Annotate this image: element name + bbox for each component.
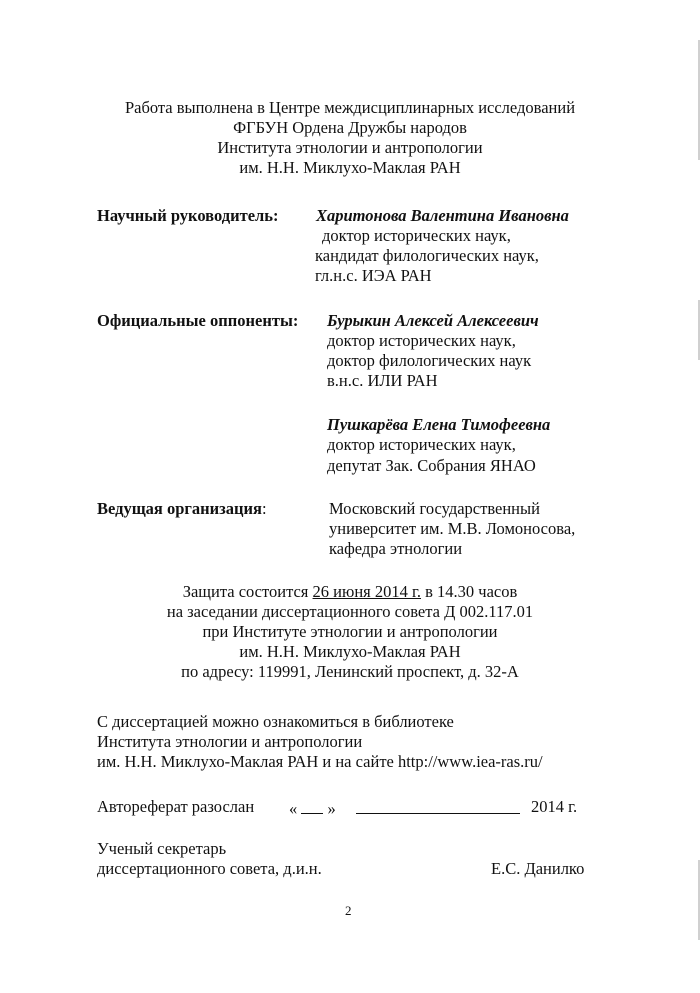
header-line: им. Н.Н. Миклухо-Маклая РАН bbox=[239, 158, 461, 177]
supervisor-detail: гл.н.с. ИЭА РАН bbox=[315, 266, 432, 285]
defense-date: 26 июня 2014 г. bbox=[312, 582, 422, 601]
defense-prefix: Защита состоится bbox=[182, 582, 313, 601]
lead-org-label: Ведущая организация bbox=[97, 499, 262, 518]
page-number: 2 bbox=[345, 903, 352, 918]
supervisor-detail: кандидат филологических наук, bbox=[315, 246, 539, 265]
supervisor-label: Научный руководитель: bbox=[97, 206, 279, 225]
lead-org-label-line bbox=[97, 499, 267, 519]
opponent-detail: в.н.с. ИЛИ РАН bbox=[327, 371, 438, 390]
header-line: Института этнологии и антропологии bbox=[217, 138, 483, 157]
defense-suffix: в 14.30 часов bbox=[421, 582, 518, 601]
defense-block bbox=[0, 582, 700, 682]
secretary-title: Ученый секретарь bbox=[97, 839, 227, 858]
opponent-detail: доктор исторических наук, bbox=[327, 435, 516, 454]
library-line: им. Н.Н. Миклухо-Маклая РАН и на сайте http://www.iea-ras.ru/ bbox=[97, 752, 543, 771]
supervisor-detail: доктор исторических наук, bbox=[322, 226, 511, 245]
mailing-label: Автореферат разослан bbox=[97, 797, 255, 816]
header-line: Работа выполнена в Центре междисциплинарных исследований bbox=[124, 98, 576, 117]
mailing-day-field bbox=[289, 797, 336, 819]
defense-line: на заседании диссертационного совета Д 002.117.01 bbox=[166, 602, 534, 621]
opponent-name: Бурыкин Алексей Алексеевич bbox=[327, 311, 539, 330]
defense-line: при Институте этнологии и антропологии bbox=[202, 622, 498, 641]
opponent-detail: доктор филологических наук bbox=[327, 351, 532, 370]
opponent-name: Пушкарёва Елена Тимофеевна bbox=[327, 415, 551, 434]
header-block bbox=[0, 98, 700, 178]
mailing-year: 2014 г. bbox=[531, 797, 578, 816]
library-line: С диссертацией можно ознакомиться в библиотеке bbox=[97, 712, 454, 731]
header-line: ФГБУН Ордена Дружбы народов bbox=[233, 118, 467, 137]
month-field bbox=[356, 797, 520, 819]
defense-line: по адресу: 119991, Ленинский проспект, д. 32-А bbox=[181, 662, 519, 681]
lead-org-line: кафедра этнологии bbox=[329, 539, 463, 558]
secretary-name: Е.С. Данилко bbox=[491, 859, 585, 878]
close-quote: » bbox=[327, 799, 336, 818]
defense-line: им. Н.Н. Миклухо-Маклая РАН bbox=[239, 642, 461, 661]
month-blank bbox=[356, 797, 520, 814]
lead-org-line: университет им. М.В. Ломоносова, bbox=[329, 519, 576, 538]
day-blank bbox=[301, 797, 323, 814]
opponent-detail: депутат Зак. Собрания ЯНАО bbox=[327, 456, 536, 475]
secretary-council: диссертационного совета, д.и.н. bbox=[97, 859, 322, 878]
supervisor-name: Харитонова Валентина Ивановна bbox=[316, 206, 569, 225]
lead-org-colon: : bbox=[261, 499, 267, 518]
opponent-detail: доктор исторических наук, bbox=[327, 331, 516, 350]
defense-line bbox=[0, 582, 700, 602]
library-line: Института этнологии и антропологии bbox=[97, 732, 363, 751]
opponents-label: Официальные оппоненты: bbox=[97, 311, 299, 330]
open-quote: « bbox=[289, 799, 298, 818]
lead-org-line: Московский государственный bbox=[329, 499, 540, 518]
